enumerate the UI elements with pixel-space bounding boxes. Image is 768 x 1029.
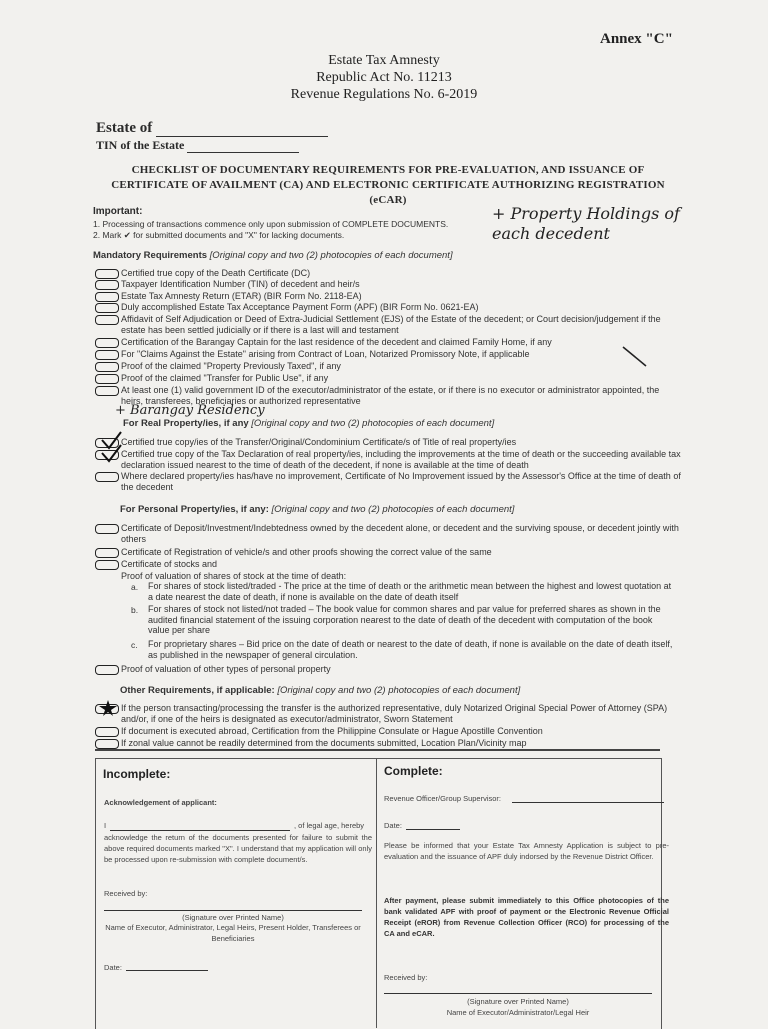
incomplete-date-label: Date: bbox=[104, 963, 122, 972]
req-title-certificate: Certified true copy/ies of the Transfer/Original/Condominium Certificate/s of Title of real property/ies bbox=[121, 437, 517, 447]
checkbox-death-certificate[interactable] bbox=[95, 269, 119, 279]
checkbox-etar[interactable] bbox=[95, 292, 119, 302]
pre-evaluation-info: Please be informed that your Estate Tax Amnesty Application is subject to pre-evaluation and the issuance of APF duly indorsed by the Revenue District Officer. bbox=[384, 841, 669, 861]
checkbox-claims[interactable] bbox=[95, 350, 119, 360]
checkbox-stocks-certificate[interactable] bbox=[95, 560, 119, 570]
after-payment-info: After payment, please submit immediately to this Office photocopies of the bank validated APF with proof of payment or the Electronic Revenue Official Receipt (eROR) from Revenue Collection Officer (RCO) for processing of the CA and eCAR. bbox=[384, 896, 669, 938]
req-property-previously-taxed: Proof of the claimed "Property Previously Taxed", if any bbox=[121, 361, 341, 371]
subitem-a-key: a. bbox=[131, 582, 139, 592]
other-requirements-section-title: Other Requirements, if applicable: [Original copy and two (2) photocopies of each document] bbox=[120, 685, 521, 696]
checkbox-location-plan[interactable] bbox=[95, 739, 119, 749]
incomplete-signature-caption: (Signature over Printed Name) bbox=[182, 913, 284, 922]
proof-valuation-title: Proof of valuation of shares of stock at the time of death: bbox=[121, 571, 347, 581]
checkbox-vehicle-registration[interactable] bbox=[95, 548, 119, 558]
section-divider bbox=[95, 749, 660, 751]
req-vehicle-registration: Certificate of Registration of vehicle/s and other proofs showing the correct value of the same bbox=[121, 547, 492, 557]
tin-field[interactable] bbox=[96, 138, 299, 153]
status-box-divider bbox=[376, 758, 377, 1028]
mandatory-section-title: Mandatory Requirements [Original copy and two (2) photocopies of each document] bbox=[93, 250, 453, 261]
checklist-title: CHECKLIST OF DOCUMENTARY REQUIREMENTS FOR PRE-EVALUATION, AND ISSUANCE OF CERTIFICATE OF AVAILMENT (CA) AND ELECTRONIC CERTIFICATE AUTHORIZING REGISTRATION (eCAR) bbox=[111, 164, 665, 206]
checkbox-other-personal-property[interactable] bbox=[95, 665, 119, 675]
subitem-c-key: c. bbox=[131, 640, 138, 650]
acknowledgement-text: acknowledge the return of the documents presented for failure to submit the above required documents marked "X". I understand that my application will only be processed upon re-submission with complete document/s. bbox=[104, 833, 372, 864]
checkbox-barangay[interactable] bbox=[95, 338, 119, 348]
complete-date-label: Date: bbox=[384, 821, 402, 830]
req-tax-declaration: Certified true copy of the Tax Declaration of real property/ies, including the improvements at the time of death or the succeeding available tax declaration issued nearest to the time of death of the decedent, if none is available at the time of death bbox=[121, 449, 681, 470]
checkbox-prev-taxed[interactable] bbox=[95, 362, 119, 372]
complete-signature-field[interactable] bbox=[384, 981, 652, 994]
req-claims-against-estate: For "Claims Against the Estate" arising from Contract of Loan, Notarized Promissory Note, if applicable bbox=[121, 349, 530, 359]
complete-received-label: Received by: bbox=[384, 973, 428, 982]
complete-signature-subcaption: Name of Executor/Administrator/Legal Heir bbox=[446, 1008, 590, 1017]
annex-label: Annex "C" bbox=[600, 31, 673, 47]
incomplete-signature-subcaption: Name of Executor, Administrator, Legal Heirs, Present Holder, Transferees or Beneficiaries bbox=[105, 923, 361, 943]
req-apf: Duly accomplished Estate Tax Acceptance Payment Form (APF) (BIR Form No. 0621-EA) bbox=[121, 302, 479, 312]
header-act: Republic Act No. 11213 bbox=[316, 70, 452, 85]
checkbox-public-use[interactable] bbox=[95, 374, 119, 384]
tin-label: TIN of the Estate bbox=[96, 138, 185, 152]
checkbox-apf[interactable] bbox=[95, 303, 119, 313]
estate-of-label: Estate of bbox=[96, 120, 153, 136]
handwritten-note-property-holdings: + Property Holdings of each decedent bbox=[492, 204, 680, 243]
officer-label: Revenue Officer/Group Supervisor: bbox=[384, 794, 502, 803]
legal-age-label: , of legal age, hereby bbox=[294, 821, 365, 830]
req-etar: Estate Tax Amnesty Return (ETAR) (BIR Form No. 2118-EA) bbox=[121, 291, 362, 301]
subitem-b-key: b. bbox=[131, 605, 139, 615]
req-spa: If the person transacting/processing the transfer is the authorized representative, duly Notarized Original Special Power of Attorney (SPA) and/or, if one of the heirs is designated as executor/administrator, Sworn Statement bbox=[121, 703, 668, 724]
checkbox-government-id[interactable] bbox=[95, 386, 119, 396]
ack-i-label: I bbox=[104, 821, 107, 830]
star-mark-icon bbox=[97, 699, 119, 717]
real-property-section-title: For Real Property/ies, if any [Original copy and two (2) photocopies of each document] bbox=[123, 418, 495, 429]
header-regulation: Revenue Regulations No. 6-2019 bbox=[290, 87, 478, 102]
header-title: Estate Tax Amnesty bbox=[328, 53, 440, 68]
req-consulate-certification: If document is executed abroad, Certification from the Philippine Consulate or Hague Apostille Convention bbox=[121, 726, 543, 736]
checkbox-no-improvement[interactable] bbox=[95, 472, 119, 482]
req-no-improvement: Where declared property/ies has/have no improvement, Certificate of No Improvement issued by the Assessor's Office at the time of death of the decedent bbox=[121, 471, 681, 492]
acknowledgement-label: Acknowledgement of applicant: bbox=[104, 798, 217, 807]
subitem-b: For shares of stock not listed/not traded – The book value for common shares and par value for preferred shares as shown in the audited financial statement of the issuing corporation nearest to the date of death of the decedent with computation of the book value per share bbox=[148, 604, 661, 635]
complete-title: Complete: bbox=[384, 764, 443, 778]
subitem-a: For shares of stock listed/traded - The price at the time of death or the arithmetic mean between the highest and lowest quotation at a date nearest the date of death, if none is available on the date of death itself bbox=[148, 581, 672, 602]
complete-date-field[interactable] bbox=[406, 817, 460, 830]
important-note-2: 2. Mark ✔ for submitted documents and "X" for lacking documents. bbox=[93, 230, 345, 240]
incomplete-received-label: Received by: bbox=[104, 889, 148, 898]
incomplete-title: Incomplete: bbox=[103, 767, 171, 781]
complete-signature-caption: (Signature over Printed Name) bbox=[467, 997, 569, 1006]
handwritten-stroke bbox=[620, 344, 650, 370]
handwritten-note-barangay-residency: + Barangay Residency bbox=[115, 403, 265, 418]
req-affidavit: Affidavit of Self Adjudication or Deed of Extra-Judicial Settlement (EJS) of the Estate of the decedent; or Court decision/judgement if the estate has been settled judicially or if there is a last will and testament bbox=[121, 314, 661, 335]
req-death-certificate: Certified true copy of the Death Certificate (DC) bbox=[121, 268, 311, 278]
important-note-1: 1. Processing of transactions commence only upon submission of COMPLETE DOCUMENTS. bbox=[93, 219, 449, 229]
incomplete-date-field[interactable] bbox=[126, 958, 208, 971]
personal-property-section-title: For Personal Property/ies, if any: [Original copy and two (2) photocopies of each document] bbox=[120, 504, 515, 515]
req-deposit-certificate: Certificate of Deposit/Investment/Indebtedness owned by the decedent alone, or decedent and the surviving spouse, or decedent jointly with others bbox=[121, 523, 679, 544]
subitem-c: For proprietary shares – Bid price on the date of death or nearest to the date of death, if none is available on the date of death itself, as published in the newspaper of general circulation. bbox=[148, 639, 673, 660]
checkbox-tin[interactable] bbox=[95, 280, 119, 290]
incomplete-signature-field[interactable] bbox=[104, 898, 362, 911]
req-transfer-public-use: Proof of the claimed "Transfer for Public Use", if any bbox=[121, 373, 329, 383]
req-stocks-certificate: Certificate of stocks and bbox=[121, 559, 218, 569]
important-title: Important: bbox=[93, 206, 143, 217]
req-location-plan: If zonal value cannot be readily determined from the documents submitted, Location Plan/Vicinity map bbox=[121, 738, 527, 748]
req-other-personal-property: Proof of valuation of other types of personal property bbox=[121, 664, 331, 674]
req-barangay-certification: Certification of the Barangay Captain for the last residence of the decedent and claimed Family Home, if any bbox=[121, 337, 552, 347]
officer-field[interactable] bbox=[512, 790, 664, 803]
checkbox-deposit-certificate[interactable] bbox=[95, 524, 119, 534]
applicant-name-field[interactable] bbox=[110, 818, 290, 831]
req-tin: Taxpayer Identification Number (TIN) of decedent and heir/s bbox=[121, 279, 360, 289]
checkbox-affidavit[interactable] bbox=[95, 315, 119, 325]
estate-of-field[interactable] bbox=[96, 120, 328, 137]
req-government-id: At least one (1) valid government ID of the executor/administrator of the estate, or if there is no executor or administrator appointed, the heirs, transferees, beneficiaries or authorized representative bbox=[121, 385, 660, 406]
checkbox-consulate-certification[interactable] bbox=[95, 727, 119, 737]
